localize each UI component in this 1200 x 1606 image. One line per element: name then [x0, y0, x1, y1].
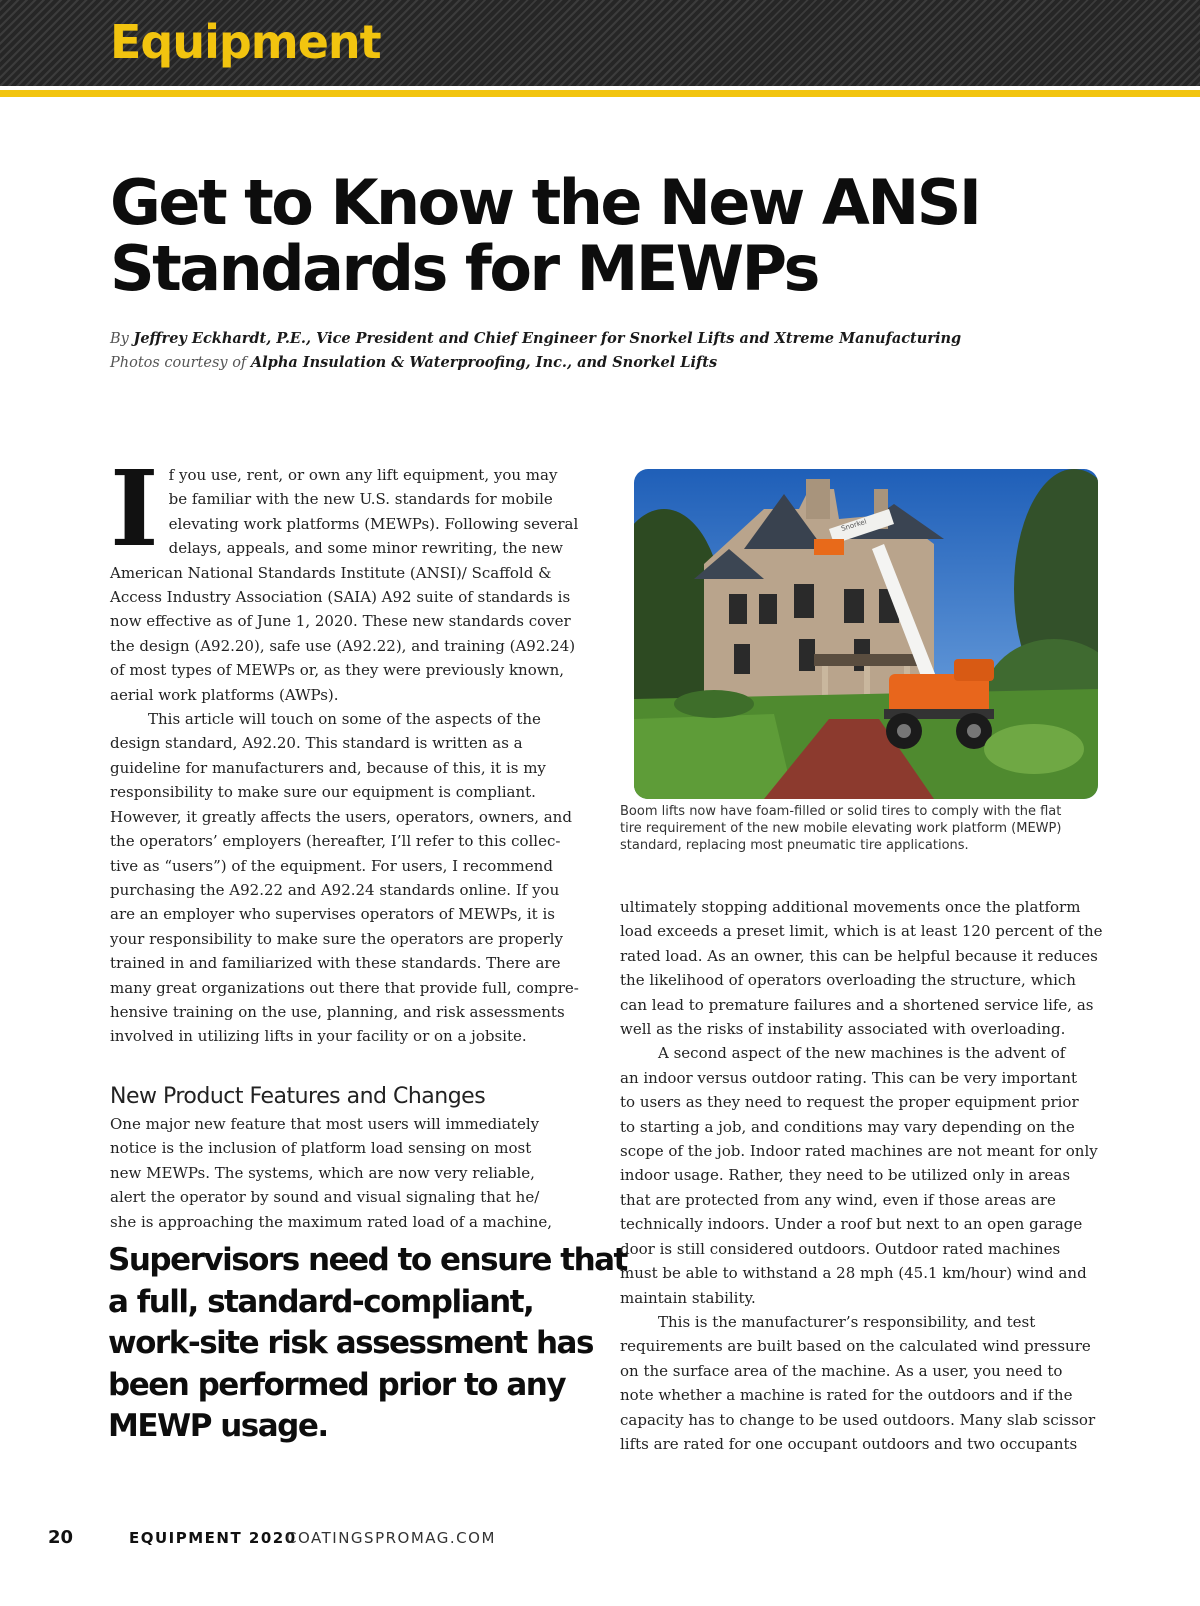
section-label: Equipment — [110, 15, 381, 69]
text-line: scope of the job. Indoor rated machines are not meant for only — [620, 1142, 1098, 1161]
right-column — [620, 895, 1110, 1456]
pull-quote-line: MEWP usage. — [108, 1408, 328, 1444]
photos-prefix: Photos courtesy of — [110, 355, 247, 371]
text-line: indoor usage. Rather, they need to be utilized only in areas — [620, 1166, 1071, 1185]
text-line: your responsibility to make sure the operators are properly — [110, 929, 563, 948]
byline — [110, 327, 1110, 375]
text-line: are an employer who supervises operators of MEWPs, it is — [110, 905, 555, 924]
title-line: Get to Know the New ANSI — [110, 166, 980, 239]
text-line: tive as “users”) of the equipment. For users, I recommend — [110, 856, 553, 875]
text-line: elevating work platforms (MEWPs). Following several — [168, 514, 579, 533]
pull-quote-line: Supervisors need to ensure that — [108, 1242, 627, 1278]
header-rule — [0, 90, 1200, 97]
text-line: technically indoors. Under a roof but next to an open garage — [620, 1215, 1083, 1234]
text-line: that are protected from any wind, even if those areas are — [620, 1190, 1056, 1209]
text-line: maintain stability. — [620, 1288, 756, 1307]
section-subhead: New Product Features and Changes — [110, 1084, 486, 1109]
photo-credit: Alpha Insulation & Waterproofing, Inc., and Snorkel Lifts — [250, 354, 718, 371]
text-line: of most types of MEWPs or, as they were previously known, — [110, 661, 565, 680]
text-line: to starting a job, and conditions may vary depending on the — [620, 1117, 1075, 1136]
boom-lift-illustration — [634, 469, 1098, 799]
author-line — [110, 327, 1110, 351]
drop-cap: I — [110, 447, 159, 570]
text-line: to users as they need to request the proper equipment prior — [620, 1093, 1079, 1112]
text-line: an indoor versus outdoor rating. This can be very important — [620, 1068, 1078, 1087]
text-line: the operators’ employers (hereafter, I’ll refer to this collec- — [110, 832, 561, 851]
caption-line: tire requirement of the new mobile elevating work platform (MEWP) — [620, 821, 1062, 836]
body-paragraph — [620, 1310, 1110, 1456]
text-line: ultimately stopping additional movements once the platform — [620, 898, 1081, 916]
text-line: be familiar with the new U.S. standards for mobile — [168, 490, 553, 509]
boom-lift-photo — [634, 469, 1098, 799]
text-line: aerial work platforms (AWPs). — [110, 685, 339, 704]
page-number: 20 — [48, 1527, 74, 1548]
body-paragraph — [110, 707, 590, 1049]
text-line: American National Standards Institute (ANSI)/ Scaffold & — [110, 563, 552, 582]
by-prefix: By — [110, 331, 129, 347]
text-line: well as the risks of instability associated with overloading. — [620, 1020, 1066, 1039]
text-line: rated load. As an owner, this can be helpful because it reduces — [620, 946, 1098, 965]
website-link[interactable]: COATINGSPROMAG.COM — [286, 1529, 496, 1547]
text-line: f you use, rent, or own any lift equipment, you may — [168, 466, 558, 484]
photo-caption — [620, 803, 1110, 854]
pull-quote-line: a full, standard-compliant, — [108, 1283, 534, 1320]
publication-name: EQUIPMENT 2020 — [129, 1529, 297, 1547]
caption-line: standard, replacing most pneumatic tire applications. — [620, 838, 969, 853]
text-line: new MEWPs. The systems, which are now very reliable, — [110, 1163, 535, 1182]
body-paragraph — [620, 1041, 1110, 1309]
pull-quote-line: work-site risk assessment has — [108, 1325, 593, 1361]
text-line: load exceeds a preset limit, which is at least 120 percent of the — [620, 922, 1103, 941]
text-line: capacity has to change to be used outdoors. Many slab scissor — [620, 1410, 1096, 1429]
text-line: However, it greatly affects the users, operators, owners, and — [110, 807, 572, 826]
pull-quote — [108, 1240, 627, 1448]
text-line: alert the operator by sound and visual signaling that he/ — [110, 1188, 540, 1207]
title-line: Standards for MEWPs — [110, 232, 818, 305]
text-line: This article will touch on some of the aspects of the — [148, 710, 541, 729]
text-line: notice is the inclusion of platform load sensing on most — [110, 1139, 532, 1158]
text-line: delays, appeals, and some minor rewriting, the new — [168, 539, 563, 558]
left-column-intro — [110, 447, 590, 1049]
left-column-features — [110, 1112, 590, 1234]
text-line: note whether a machine is rated for the outdoors and if the — [620, 1386, 1073, 1405]
page-footer — [0, 1527, 1200, 1557]
body-paragraph — [620, 895, 1110, 1041]
text-line: A second aspect of the new machines is the advent of — [658, 1044, 1066, 1063]
author-name: Jeffrey Eckhardt, P.E., Vice President and Chief Engineer for Snorkel Lifts and Xtreme Manufacturing — [133, 330, 962, 347]
caption-line: Boom lifts now have foam-filled or solid tires to comply with the flat — [620, 804, 1062, 819]
text-line: guideline for manufacturers and, because of this, it is my — [110, 758, 546, 777]
text-line: must be able to withstand a 28 mph (45.1 km/hour) wind and — [620, 1264, 1087, 1283]
text-line: she is approaching the maximum rated load of a machine, — [110, 1212, 553, 1231]
article-title — [110, 166, 990, 305]
text-line: the likelihood of operators overloading the structure, which — [620, 971, 1076, 990]
text-line: the design (A92.20), safe use (A92.22), and training (A92.24) — [110, 636, 576, 655]
text-line: involved in utilizing lifts in your facility or on a jobsite. — [110, 1027, 527, 1046]
text-line: hensive training on the use, planning, and risk assessments — [110, 1002, 565, 1021]
boom-label: Snorkel — [840, 517, 868, 533]
text-line: on the surface area of the machine. As a user, you need to — [620, 1361, 1063, 1380]
text-line: requirements are built based on the calculated wind pressure — [620, 1337, 1091, 1356]
text-line: One major new feature that most users will immediately — [110, 1115, 540, 1133]
text-line: design standard, A92.20. This standard is written as a — [110, 734, 523, 753]
text-line: door is still considered outdoors. Outdoor rated machines — [620, 1239, 1061, 1258]
photo-credit-line — [110, 351, 1110, 375]
intro-paragraph — [110, 447, 590, 707]
text-line: many great organizations out there that provide full, compre- — [110, 978, 579, 997]
text-line: can lead to premature failures and a shortened service life, as — [620, 995, 1094, 1014]
text-line: Access Industry Association (SAIA) A92 suite of standards is — [110, 588, 571, 607]
text-line: This is the manufacturer’s responsibility, and test — [658, 1312, 1036, 1331]
text-line: lifts are rated for one occupant outdoors and two occupants — [620, 1434, 1078, 1453]
text-line: purchasing the A92.22 and A92.24 standards online. If you — [110, 880, 560, 899]
text-line: trained in and familiarized with these standards. There are — [110, 954, 561, 973]
text-line: responsibility to make sure our equipment is compliant. — [110, 783, 536, 802]
pull-quote-line: been performed prior to any — [108, 1366, 566, 1403]
text-line: now effective as of June 1, 2020. These new standards cover — [110, 612, 571, 631]
